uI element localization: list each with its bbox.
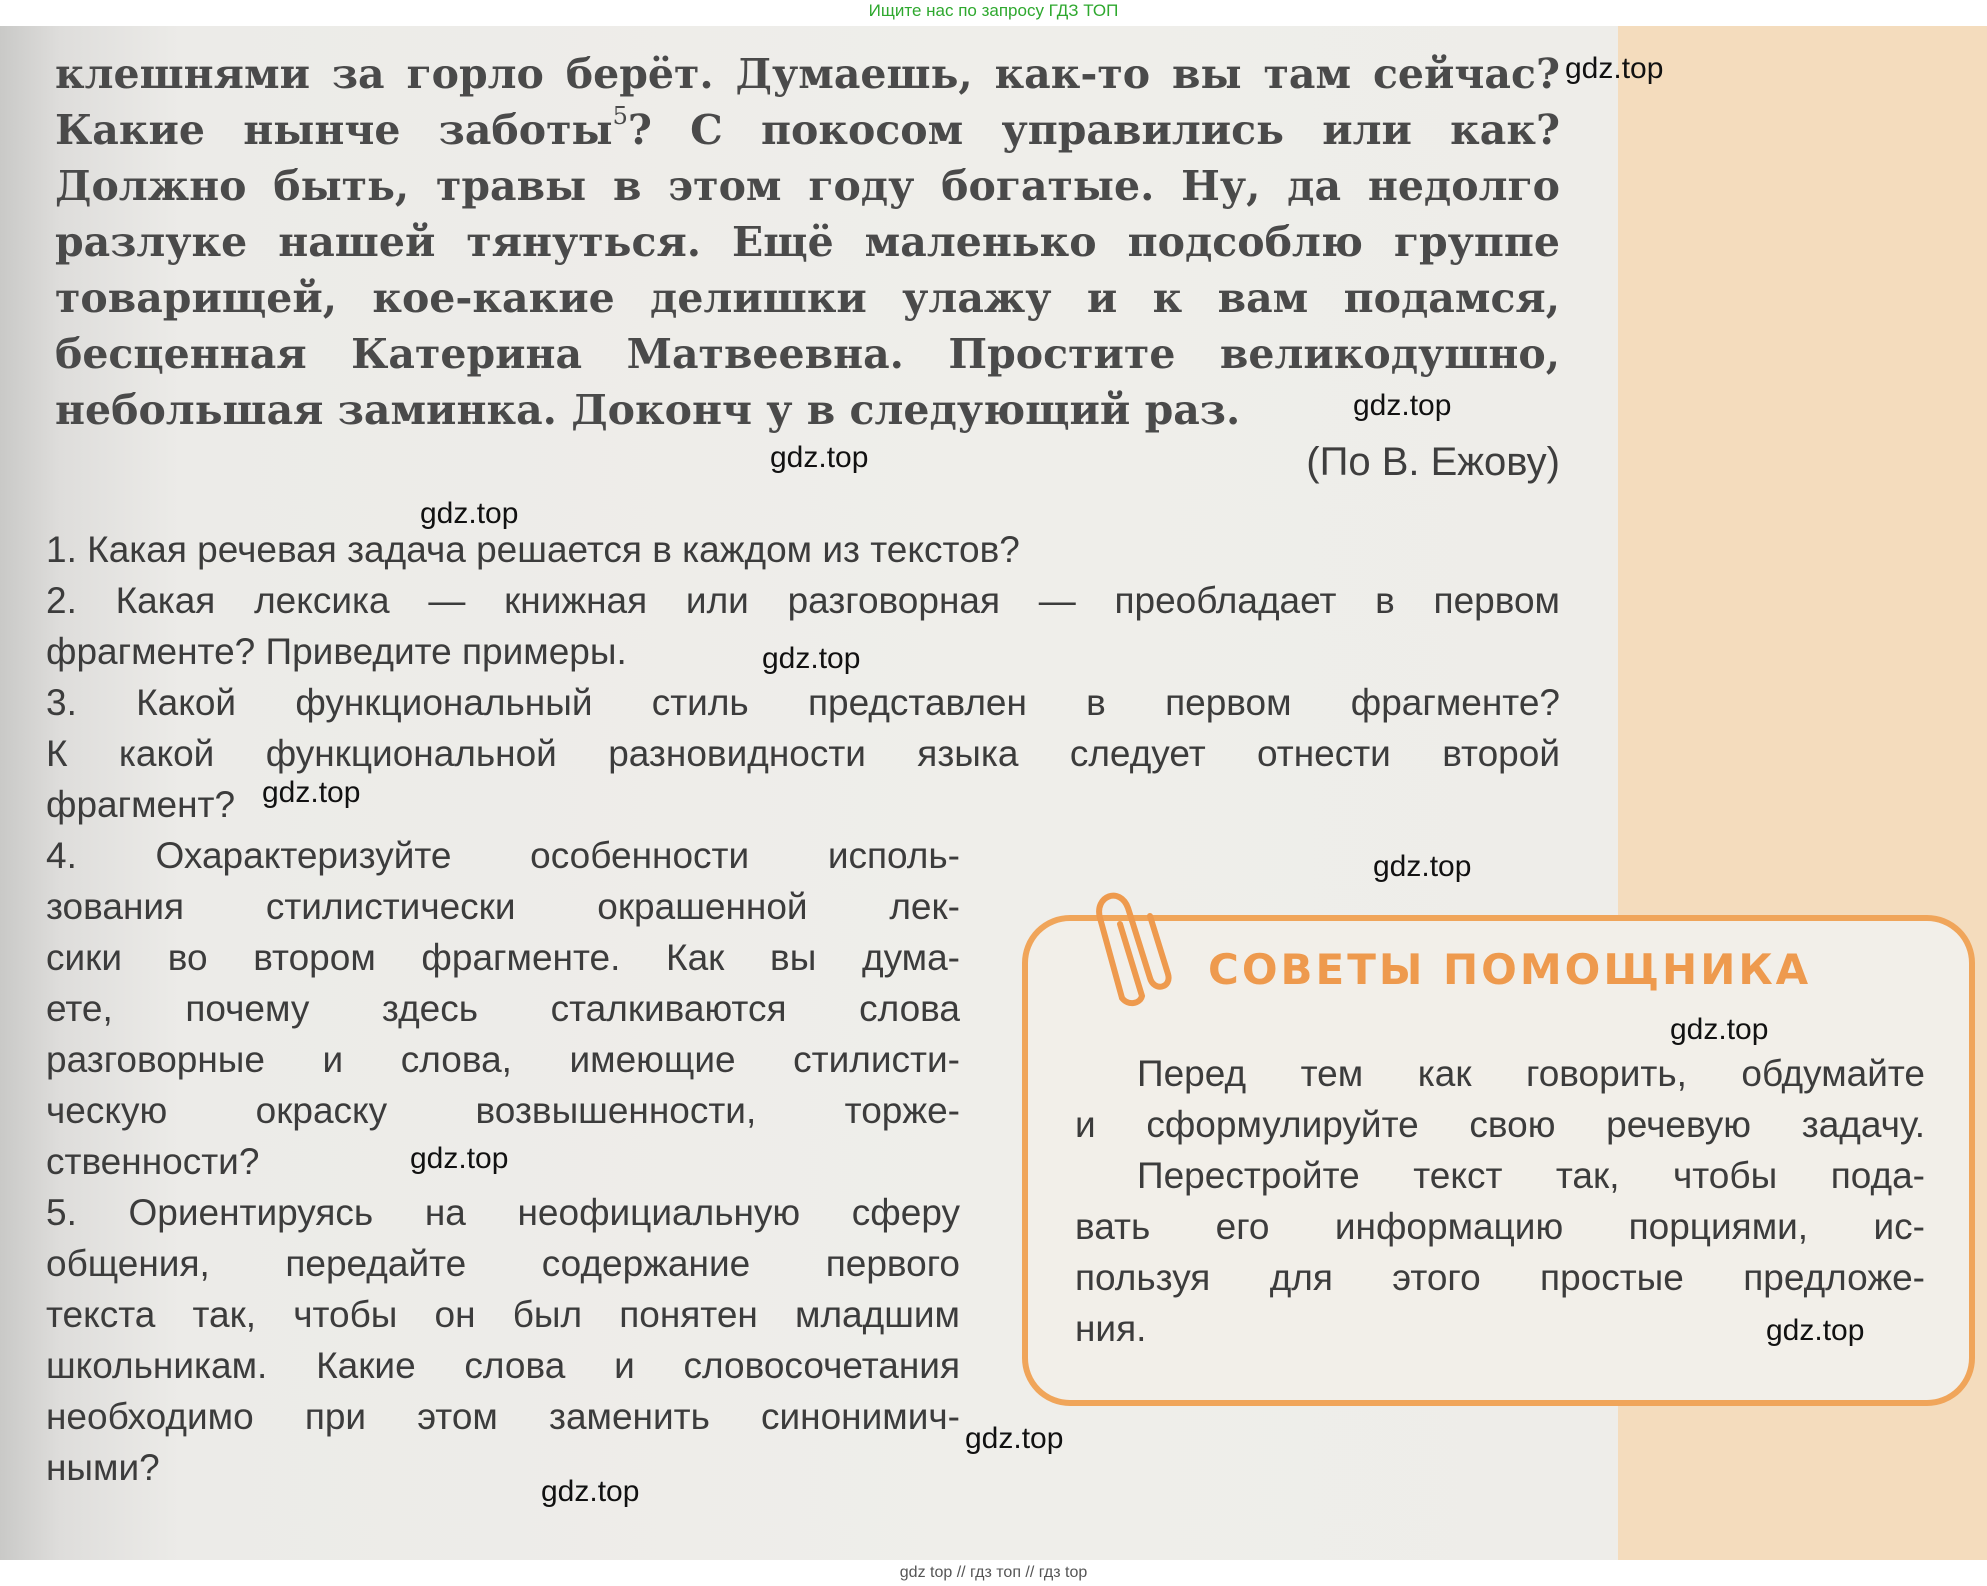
question-line: зования стилистически окрашенной лек- xyxy=(46,886,960,927)
story-line: клешнями за горло берёт. Думаешь, как-то вы там сейчас? xyxy=(55,50,1560,98)
top-banner[interactable]: Ищите нас по запросу ГДЗ ТОП xyxy=(868,1,1119,20)
question-line: К какой функциональной разновидности языка следует отнести второй xyxy=(46,733,1560,774)
question-line: фрагменте? Приведите примеры. xyxy=(46,631,627,672)
story-line-part: ? С покосом управились или как? xyxy=(627,106,1560,154)
story-line: разлуке нашей тянуться. Ещё маленько подсоблю группе xyxy=(55,218,1560,266)
watermark: gdz.top xyxy=(541,1475,640,1508)
tips-line: и сформулируйте свою речевую задачу. xyxy=(1075,1104,1925,1145)
story-line: бесценная Катерина Матвеевна. Простите великодушно, xyxy=(55,330,1560,378)
question-1 xyxy=(46,524,1560,575)
tips-line: Перестройте текст так, чтобы пода- xyxy=(1137,1155,1925,1196)
story-text xyxy=(55,46,1560,438)
question-line: общения, передайте содержание первого xyxy=(46,1243,960,1284)
story-line-part: Какие нынче заботы xyxy=(55,106,613,154)
question-line: фрагмент? xyxy=(46,784,236,825)
question-line: ными? xyxy=(46,1447,160,1488)
question-line: 3. Какой функциональный стиль представлен в первом фрагменте? xyxy=(46,682,1560,723)
question-line: 4. Охарактеризуйте особенности исполь- xyxy=(46,835,960,876)
watermark: gdz.top xyxy=(262,776,361,809)
question-line: 5. Ориентируясь на неофициальную сферу xyxy=(46,1192,960,1233)
question-line: школьникам. Какие слова и словосочетания xyxy=(46,1345,960,1386)
question-line: необходимо при этом заменить синонимич- xyxy=(46,1396,960,1437)
watermark: gdz.top xyxy=(420,497,519,530)
tips-text xyxy=(1075,1048,1925,1354)
tips-line: Перед тем как говорить, обдумайте xyxy=(1137,1053,1925,1094)
watermark: gdz.top xyxy=(1565,52,1664,85)
story-line: небольшая заминка. Доконч у в следующий раз. xyxy=(55,386,1241,434)
tips-line: пользуя для этого простые предложе- xyxy=(1075,1257,1925,1298)
question-line: сики во втором фрагменте. Как вы дума- xyxy=(46,937,960,978)
question-line: ственности? xyxy=(46,1141,260,1182)
story-line: товарищей, кое-какие делишки улажу и к вам подамся, xyxy=(55,274,1560,322)
question-line: 2. Какая лексика — книжная или разговорная — преобладает в первом xyxy=(46,580,1560,621)
watermark: gdz.top xyxy=(410,1142,509,1175)
watermark: gdz.top xyxy=(1670,1013,1769,1046)
watermark: gdz.top xyxy=(1766,1314,1865,1347)
tips-line: вать его информацию порциями, ис- xyxy=(1075,1206,1925,1247)
watermark: gdz.top xyxy=(762,642,861,675)
watermark: gdz.top xyxy=(965,1422,1064,1455)
watermark: gdz.top xyxy=(1373,850,1472,883)
footnote-mark: 5 xyxy=(612,102,628,130)
tips-line: ния. xyxy=(1075,1308,1147,1349)
watermark: gdz.top xyxy=(770,441,869,474)
question-line: 1. Какая речевая задача решается в каждом из текстов? xyxy=(46,529,1020,570)
watermark: gdz.top xyxy=(1353,389,1452,422)
story-source: (По В. Ежову) xyxy=(1306,440,1560,484)
question-line: ете, почему здесь сталкиваются слова xyxy=(46,988,960,1029)
paperclip-icon xyxy=(1092,880,1202,1010)
story-line xyxy=(55,102,1560,158)
question-line: разговорные и слова, имеющие стилисти- xyxy=(46,1039,960,1080)
footer: gdz top // гдз топ // гдз top xyxy=(899,1564,1088,1581)
tips-title: СОВЕТЫ ПОМОЩНИКА xyxy=(1208,945,1812,994)
story-line: Должно быть, травы в этом году богатые. Ну, да недолго xyxy=(55,162,1560,210)
question-line: текста так, чтобы он был понятен младшим xyxy=(46,1294,960,1335)
question-line: ческую окраску возвышенности, торже- xyxy=(46,1090,960,1131)
